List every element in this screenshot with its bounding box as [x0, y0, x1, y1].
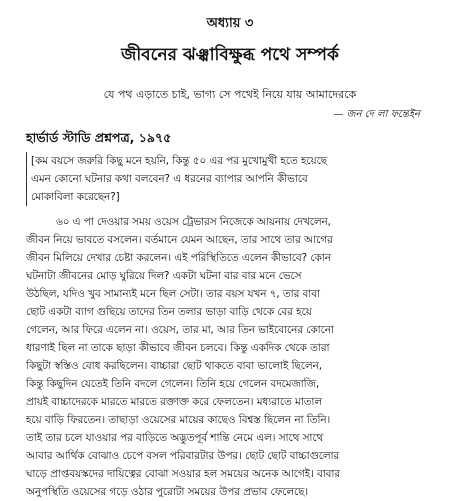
paragraph-line: গেলেন, আর ফিরে এলেন না। ওয়েস, তার মা, আর তিন ভাইবোনের কোনো — [26, 324, 334, 336]
quote-line: এমন কোনো ঘটনার কথা বলবেন? এ ধরনের ব্যাপার আপনি কীভাবে — [31, 173, 308, 185]
paragraph-line: জীবন নিয়ে ভাবতে বসলেন। বর্তমানে যেমন আছেন, তার সাথে তার আগের — [26, 234, 333, 246]
source-heading: হার্ভার্ড স্টাডি প্রশ্নপত্র, ১৯৭৫ — [26, 130, 172, 145]
paragraph-line: কিছুটা স্বস্তিও বোধ করছিলেন। বাচ্চারা ছোট থাকতে বাবা ভালোই ছিলেন, — [26, 360, 323, 372]
paragraph-line: ঘাড়ে প্রাপ্তবয়স্কদের দায়িত্বের বোঝা সওয়ার হল সময়ের অনেক আগেই। বাবার — [26, 468, 341, 480]
quote-line: মোকাবিলা করেছেন?] — [31, 191, 120, 203]
paragraph-line: ঘটনাটা জীবনের মোড় ঘুরিয়ে দিল? একটা ঘটনা বার বার মনে ভেসে — [26, 270, 302, 282]
chapter-label: অধ্যায় ৩ — [206, 16, 254, 31]
paragraph-line: আবার আর্থিক বোঝাও চেপে বসল পরিবারটার উপর। ছোট ছোট বাচ্চাগুলোর — [26, 450, 340, 462]
paragraph-line: কিন্তু কিছুদিন যেতেই তিনি বদলে গেলেন। তিনি হয়ে গেলেন বদমেজাজি, — [26, 378, 320, 390]
epigraph-attribution: — জন দে লা ফন্তেইন — [333, 109, 420, 120]
paragraph-line: প্রায়ই বাচ্চাদেরকে মারতে মারতে রক্তাক্ত করে ফেলতেন। মধ্যরাতে মাতাল — [26, 396, 323, 408]
questionnaire-quote — [26, 152, 443, 206]
paragraph-line: তাই তার চলে যাওয়ার পর বাড়িতে অদ্ভুতপূর্ব শান্তি নেমে এল। সাথে সাথে — [26, 432, 324, 444]
paragraph-line: ছোট একটা ব্যাগ গুছিয়ে তাদের তিন তলার ভাড়া বাড়ি থেকে বের হয়ে — [26, 306, 312, 318]
paragraph-line: ৬০ এ পা দেওয়ার সময় ওয়েস ট্রেভারস নিজেকে আয়নায় দেখলেন, — [56, 216, 331, 228]
paragraph-line: জীবন মিলিয়ে দেখার চেষ্টা করলেন। এই পরিস্থিতিতে এলেন কীভাবে? কোন — [26, 252, 331, 264]
chapter-title: জীবনের ঝঞ্ঝাবিক্ষুব্ধ পথে সম্পর্ক — [121, 45, 339, 65]
paragraph-line: ধারণাই ছিল না তাকে ছাড়া কীভাবে জীবন চলবে। কিন্তু একদিক থেকে তারা — [26, 342, 330, 354]
body-paragraph — [26, 213, 444, 501]
quote-line: [কম বয়সে জরুরি কিছু মনে হয়নি, কিন্তু ৫০ এর পর মুখোমুখী হতে হয়েছে — [31, 155, 327, 167]
paragraph-line: অনুপস্থিতি ওয়েসের গড়ে ওঠার পুরোটা সময়ের উপর প্রভাব ফেলেছে। — [26, 486, 309, 498]
epigraph: যে পথ এড়াতে চাই, ভাগ্য সে পথেই নিয়ে যায় আমাদেরকে — [103, 88, 357, 101]
paragraph-line: উঠছিল, যদিও খুব সামান্যই মনে ছিল সেটা। তার বয়স যখন ৭, তার বাবা — [26, 288, 320, 300]
paragraph-line: হয়ে বাড়ি ফিরতেন। তাছাড়া ওয়েসের মায়ের কাছেও বিশ্বস্ত ছিলেন না তিনি। — [26, 414, 331, 426]
